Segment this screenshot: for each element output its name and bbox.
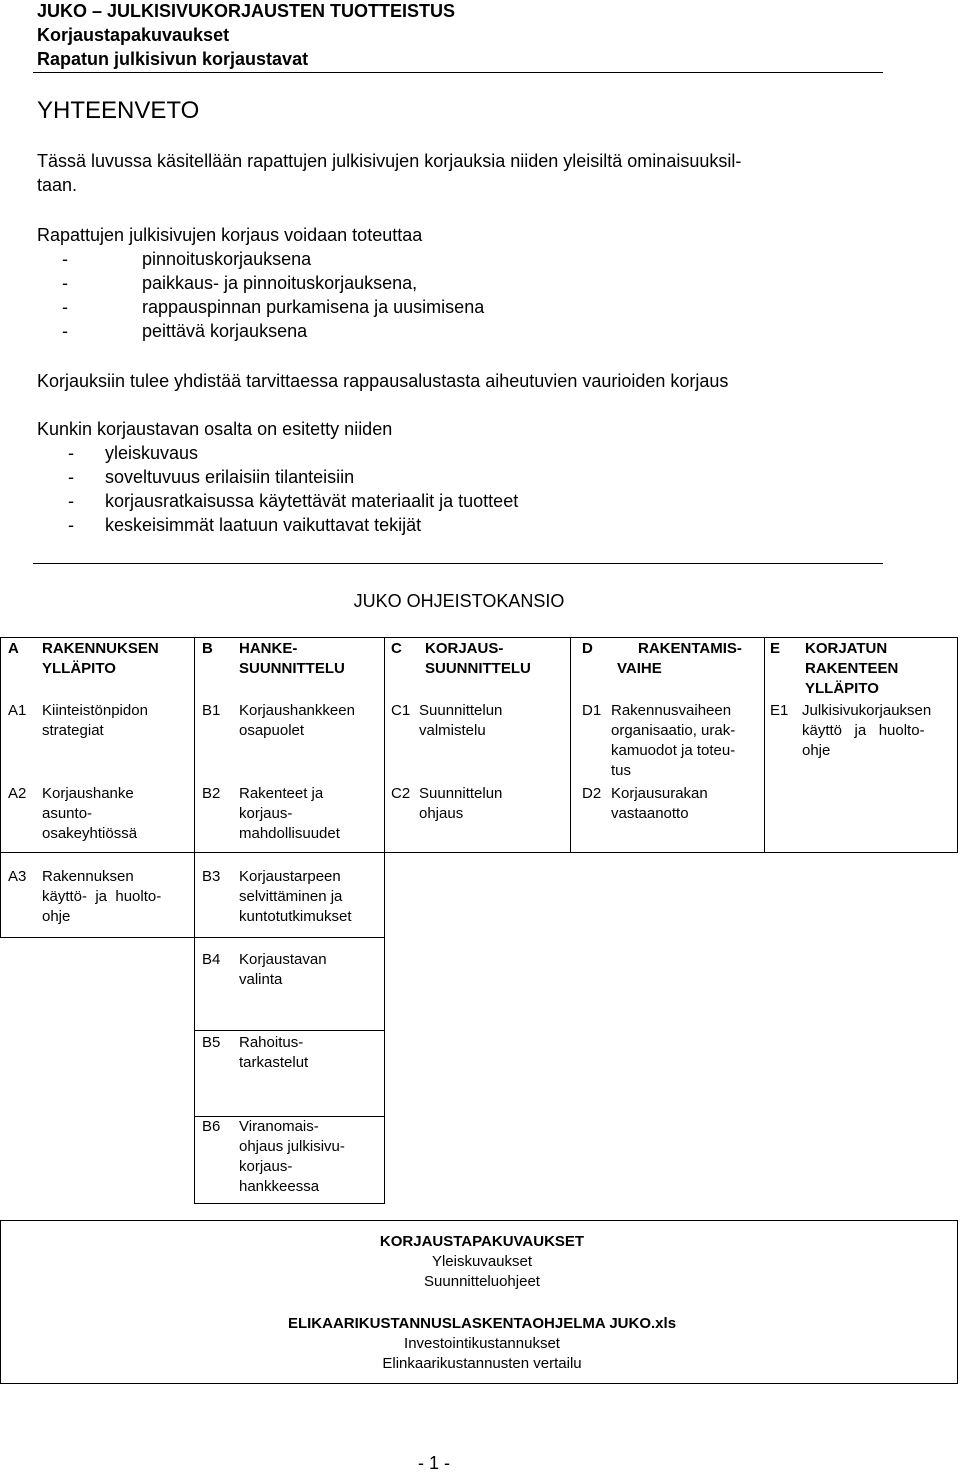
each-lead: Kunkin korjaustavan osalta on esitetty niiden bbox=[37, 419, 393, 439]
item-b4[interactable]: B4 Korjaustavan valinta bbox=[202, 951, 327, 988]
summary-title: YHTEENVETO bbox=[37, 97, 200, 124]
doc-header-line2: Korjaustapakuvaukset bbox=[37, 25, 230, 45]
dash: - bbox=[62, 249, 68, 269]
dash: - bbox=[68, 467, 74, 487]
lcc-title: ELIKAARIKUSTANNUSLASKENTAOHJELMA JUKO.xls bbox=[287, 1315, 677, 1332]
item-b5[interactable]: B5 Rahoitus- tarkastelut bbox=[202, 1034, 309, 1071]
item-b6[interactable]: B6 Viranomais- ohjaus julkisivu- korjaus- hankkeessa bbox=[202, 1118, 345, 1195]
kansio-title: JUKO OHJEISTOKANSIO bbox=[353, 591, 565, 611]
summary-intro-line2: taan. bbox=[37, 175, 78, 195]
header-rule bbox=[33, 72, 883, 73]
lcc-line: Elinkaarikustannusten vertailu bbox=[382, 1355, 582, 1372]
doc-header-line3: Rapatun julkisivun korjaustavat bbox=[37, 49, 309, 69]
item-d1[interactable]: D1 Rakennusvaiheen organisaatio, urak- kamuodot ja toteu- tus bbox=[582, 702, 736, 779]
item-c1[interactable]: C1 Suunnittelun valmistelu bbox=[391, 702, 503, 739]
item-d2[interactable]: D2 Korjausurakan vastaanotto bbox=[582, 785, 708, 822]
tools-title: KORJAUSTAPAKUVAUKSET bbox=[379, 1233, 585, 1250]
dash: - bbox=[68, 491, 74, 511]
item-e1[interactable]: E1 Julkisivukorjauksen käyttö ja huolto- ohje bbox=[770, 702, 932, 759]
tools-line: Suunnitteluohjeet bbox=[424, 1273, 540, 1290]
column-b-header: B HANKE- SUUNNITTELU bbox=[202, 640, 345, 677]
dash: - bbox=[68, 443, 74, 463]
dash: - bbox=[62, 321, 68, 341]
doc-header-line1: JUKO – JULKISIVUKORJAUSTEN TUOTTEISTUS bbox=[37, 1, 456, 21]
item-a1[interactable]: A1 Kiinteistönpidon strategiat bbox=[8, 702, 148, 739]
repair-lead: Rapattujen julkisivujen korjaus voidaan toteuttaa bbox=[37, 225, 423, 245]
dash: - bbox=[62, 273, 68, 293]
dash: - bbox=[68, 515, 74, 535]
column-a-header: A RAKENNUKSEN YLLÄPITO bbox=[8, 640, 159, 677]
combine-text: Korjauksiin tulee yhdistää tarvittaessa rappausalustasta aiheutuvien vaurioiden korjaus bbox=[37, 371, 729, 391]
lcc-line: Investointikustannukset bbox=[404, 1335, 560, 1352]
item-a3[interactable]: A3 Rakennuksen käyttö- ja huolto- ohje bbox=[8, 868, 162, 925]
item-c2[interactable]: C2 Suunnittelun ohjaus bbox=[391, 785, 503, 822]
tools-line: Yleiskuvaukset bbox=[431, 1253, 533, 1270]
item-a2[interactable]: A2 Korjaushanke asunto- osakeyhtiössä bbox=[8, 785, 138, 842]
column-e-header: E KORJATUN RAKENTEEN YLLÄPITO bbox=[770, 640, 899, 697]
item-b3[interactable]: B3 Korjaustarpeen selvittäminen ja kuntotutkimukset bbox=[202, 868, 352, 925]
item-b1[interactable]: B1 Korjaushankkeen osapuolet bbox=[202, 702, 355, 739]
page-number: - 1 - bbox=[417, 1453, 450, 1473]
section-rule bbox=[33, 563, 883, 564]
column-c-header: C KORJAUS- SUUNNITTELU bbox=[391, 640, 531, 677]
item-b2[interactable]: B2 Rakenteet ja korjaus- mahdollisuudet bbox=[202, 785, 340, 842]
dash: - bbox=[62, 297, 68, 317]
summary-intro-line1: Tässä luvussa käsitellään rapattujen julkisivujen korjauksia niiden yleisiltä ominaisuuksil- bbox=[37, 151, 742, 171]
column-d-header: D RAKENTAMIS- VAIHE bbox=[582, 640, 742, 677]
